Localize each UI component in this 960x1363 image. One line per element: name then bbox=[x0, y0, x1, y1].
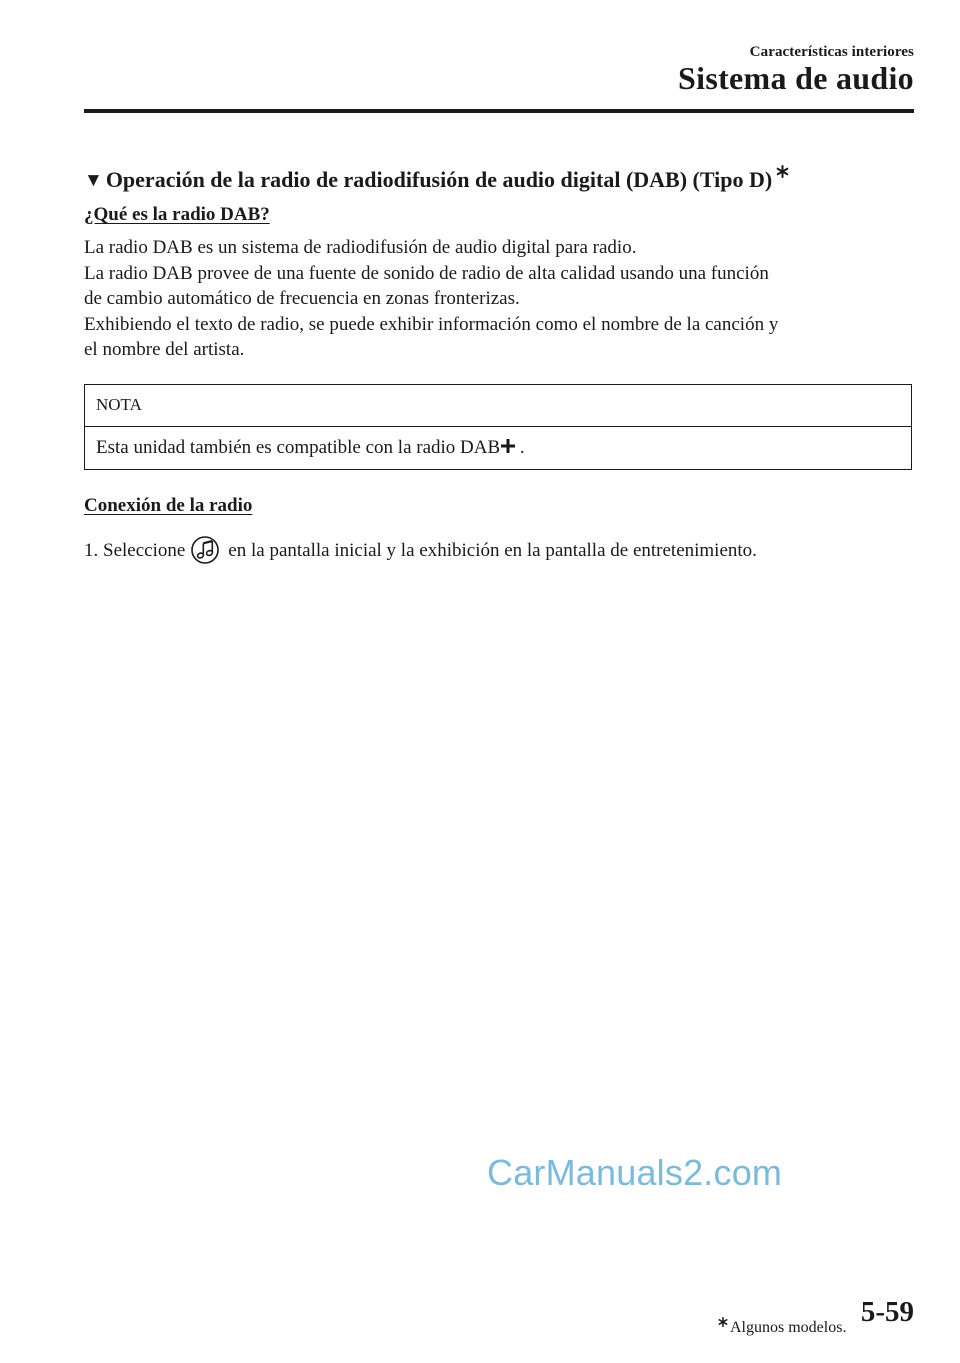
subheading-what-is-dab: ¿Qué es la radio DAB? bbox=[84, 204, 270, 225]
music-note-icon bbox=[190, 535, 220, 565]
watermark: CarManuals2.com bbox=[487, 1152, 783, 1193]
asterisk-icon bbox=[776, 158, 789, 184]
subheading-radio-connection: Conexión de la radio bbox=[84, 495, 253, 516]
heading-text: Operación de la radio de radiodifusión de audio digital (DAB) (Tipo D) bbox=[105, 167, 773, 192]
footer-note-text: Algunos modelos. bbox=[730, 1319, 847, 1336]
paragraph-line: La radio DAB provee de una fuente de sonido de radio de alta calidad usando una función bbox=[84, 262, 769, 284]
section-heading bbox=[84, 158, 789, 193]
step-text-before: Seleccione bbox=[103, 540, 186, 561]
step-number: 1. bbox=[84, 540, 99, 561]
asterisk-icon bbox=[718, 1314, 728, 1332]
paragraph-line: La radio DAB es un sistema de radiodifusión de audio digital para radio. bbox=[84, 237, 637, 258]
note-divider bbox=[85, 426, 911, 427]
chapter-title: Sistema de audio bbox=[678, 60, 914, 96]
paragraph-line: Exhibiendo el texto de radio, se puede exhibir información como el nombre de la canción y bbox=[84, 313, 779, 335]
note-title: NOTA bbox=[96, 395, 142, 414]
page-number: 5-59 bbox=[860, 1296, 914, 1328]
intro-paragraph bbox=[84, 235, 924, 363]
triangle-down-icon: ▼ bbox=[84, 170, 103, 191]
note-text bbox=[96, 437, 525, 459]
plus-icon bbox=[501, 437, 515, 459]
note-text-suffix: . bbox=[515, 437, 525, 458]
footer-note bbox=[718, 1314, 846, 1337]
paragraph-line: el nombre del artista. bbox=[84, 339, 245, 360]
step-text-after: en la pantalla inicial y la exhibición en la pantalla de entretenimiento. bbox=[228, 540, 757, 561]
header-rule bbox=[84, 109, 914, 113]
paragraph-line: de cambio automático de frecuencia en zonas fronterizas. bbox=[84, 288, 520, 309]
note-box bbox=[84, 384, 912, 470]
section-label: Características interiores bbox=[749, 44, 914, 60]
note-text-main: Esta unidad también es compatible con la radio DAB bbox=[96, 437, 501, 458]
step-1 bbox=[84, 535, 757, 565]
